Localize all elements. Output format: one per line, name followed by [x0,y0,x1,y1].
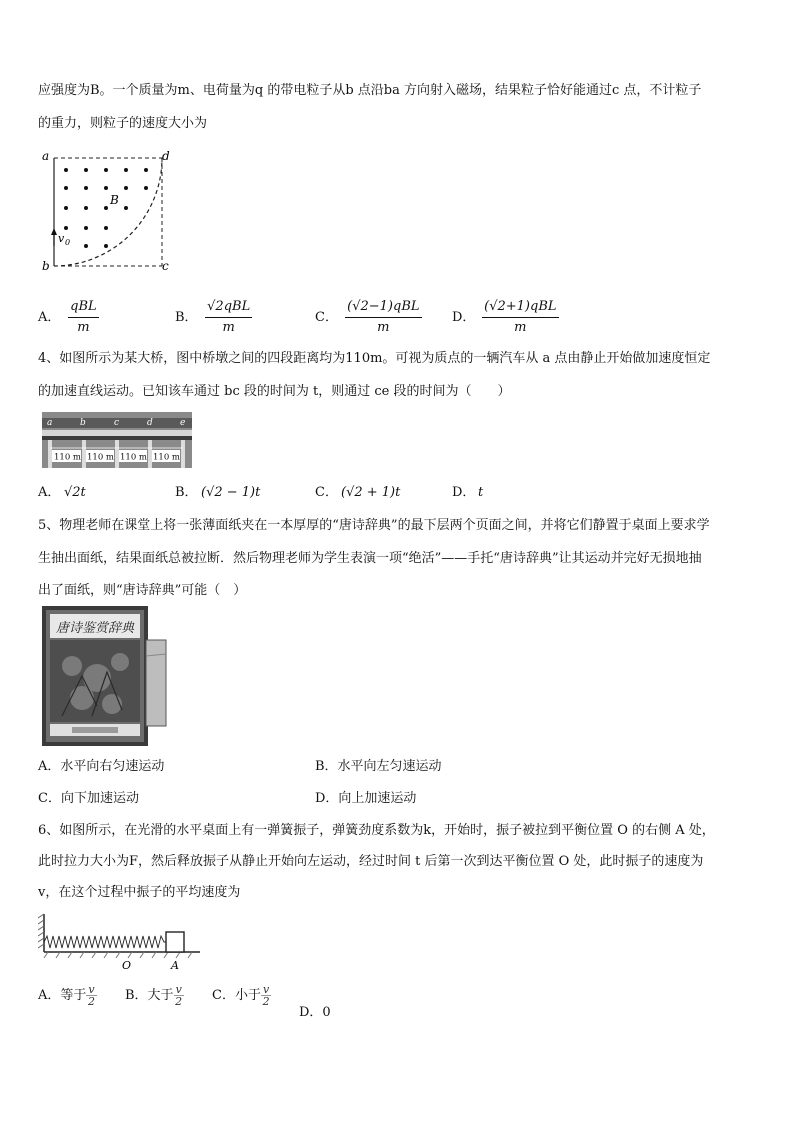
q3-option-B-label: B． [175,310,198,325]
q3-option-C-frac: $\frac{\text{(√2−1)qBL}}{m}$ [347,299,420,335]
q6-option-A-frac: $\frac{v}{2}$ [88,983,95,1008]
q6-point-O: O [122,959,132,972]
q3-option-D-frac: $\frac{\text{(√2+1)qBL}}{m}$ [484,299,557,335]
q3-option-B-frac: $\frac{\text{√2qBL}}{m}$ [207,299,251,335]
q3-point-b: b [42,259,50,273]
q6-option-D[interactable]: D．0 [299,1005,331,1020]
q5-dictionary-photo [42,606,170,746]
q4-seg-cd: 110 m [120,452,147,463]
q4-option-B[interactable]: B． (√2 − 1)t [175,485,261,500]
q5-option-D[interactable]: D．向上加速运动 [315,791,417,806]
q3-field-dots [64,168,148,248]
q3-text-line1: 应强度为B。一个质量为m、电荷量为q 的带电粒子从b 点沿ba 方向射入磁场，结果粒子恰好能通过c 点，不计粒子 [38,83,702,98]
q4-point-b: b [80,418,86,428]
q5-option-B[interactable]: B．水平向左匀速运动 [315,759,442,774]
q4-seg-ab: 110 m [54,452,81,463]
q6-option-A[interactable]: A．等于 $\frac{v}{2}$ [38,983,95,1008]
q3-option-D[interactable] [452,298,559,337]
q4-option-C[interactable]: C． (√2 + 1)t [315,485,401,500]
q3-field-label-B: B [110,193,119,207]
q3-point-d: d [162,149,170,163]
q3-option-A-frac: $\frac{\text{qBL}}{m}$ [70,299,97,335]
q6-text-line2: 此时拉力大小为F，然后释放振子从静止开始向左运动，经过时间 t 后第一次到达平衡位置 O 处，此时振子的速度为 [38,854,704,869]
q5-text-line3: 出了面纸，则“唐诗辞典”可能（ ） [38,583,247,598]
q3-point-c: c [162,259,169,273]
q4-text-line2: 的加速直线运动。已知该车通过 bc 段的时间为 t，则通过 ce 段的时间为（ ） [38,384,511,399]
q6-point-A: A [171,959,179,972]
q4-point-c: c [114,418,120,428]
q6-option-C-frac: $\frac{v}{2}$ [262,983,270,1008]
q3-point-a: a [42,149,50,163]
q4-seg-bc: 110 m [87,452,114,463]
q3-option-D-label: D． [452,310,476,325]
q3-velocity-label: v [58,232,65,245]
q4-point-a: a [47,418,53,428]
q3-text-line2: 的重力，则粒子的速度大小为 [38,116,208,131]
q4-option-A[interactable]: A． √2t [38,485,86,500]
q3-option-A[interactable] [38,298,99,337]
q4-seg-de: 110 m [153,452,180,463]
q5-option-A[interactable]: A．水平向右匀速运动 [38,759,165,774]
q6-option-B-frac: $\frac{v}{2}$ [175,983,183,1008]
q3-option-C[interactable] [315,298,422,337]
q6-text-line3: v，在这个过程中振子的平均速度为 [38,885,241,900]
q6-option-B[interactable]: B．大于 $\frac{v}{2}$ [125,983,183,1008]
q3-option-A-label: A． [38,310,61,325]
q3-option-B[interactable] [175,298,252,337]
q6-text-line1: 6、如图所示，在光滑的水平桌面上有一弹簧振子，弹簧劲度系数为k，开始时，振子被拉到平衡位置 O 的右侧 A 处， [38,823,715,838]
q4-point-d: d [147,418,153,428]
q4-text-line1: 4、如图所示为某大桥，图中桥墩之间的四段距离均为110m。可视为质点的一辆汽车从 a 点由静止开始做加速度恒定 [38,351,711,366]
q5-text-line2: 生抽出面纸，结果面纸总被拉断．然后物理老师为学生表演一项“绝活”——手托“唐诗辞典”让其运动并完好无损地抽 [38,551,702,566]
q5-option-C[interactable]: C．向下加速运动 [38,791,139,806]
q3-option-C-label: C． [315,310,338,325]
q5-text-line1: 5、物理老师在课堂上将一张薄面纸夹在一本厚厚的“唐诗辞典”的最下层两个页面之间，并将它们静置于桌面上要求学 [38,518,710,533]
q3-magnetic-field-figure [38,146,178,274]
q4-point-e: e [180,418,186,428]
q4-option-D[interactable]: D． t [452,485,484,500]
q5-book-title: 唐诗鉴赏辞典 [56,621,135,636]
q3-velocity-sub: 0 [65,238,71,247]
q6-option-C[interactable]: C．小于 $\frac{v}{2}$ [212,983,270,1008]
q6-spring-oscillator-figure [38,910,206,972]
q4-bridge-figure [42,412,192,468]
